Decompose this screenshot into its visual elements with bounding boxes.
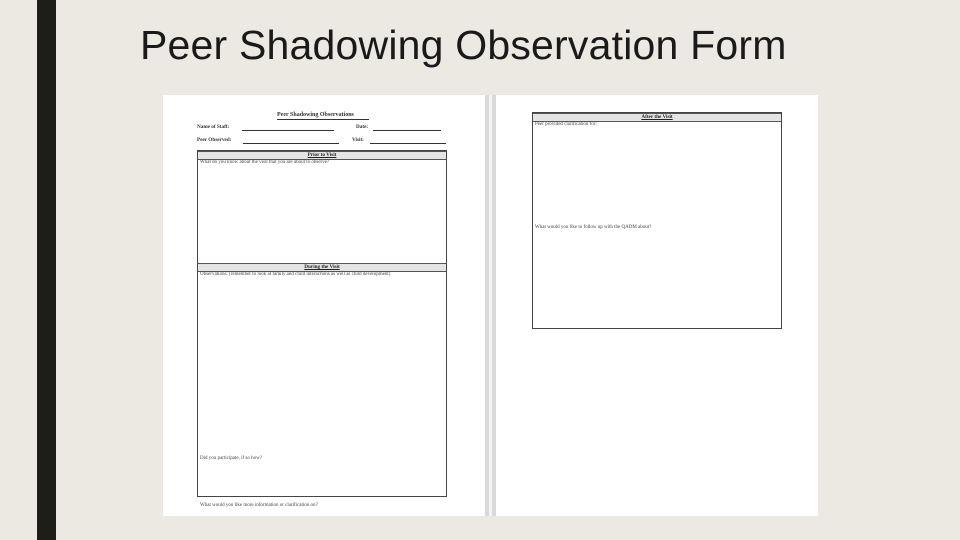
during-answer-area[interactable] xyxy=(198,285,446,445)
follow-up-answer-area[interactable] xyxy=(533,233,781,323)
follow-up-prompt: What would you like to follow up with the QADM about? xyxy=(535,225,652,230)
participate-prompt: Did you participate, if so how? xyxy=(200,456,262,461)
peer-observed-label: Peer Observed: xyxy=(197,137,232,143)
slide-title: Peer Shadowing Observation Form xyxy=(140,22,787,68)
form-title-underline xyxy=(277,119,369,120)
name-of-staff-label: Name of Staff: xyxy=(197,124,230,130)
prior-prompt: What do you know about the visit that you are about to observe? xyxy=(200,160,330,165)
after-visit-box xyxy=(532,112,782,329)
date-line[interactable] xyxy=(373,130,441,131)
page-separator xyxy=(489,95,492,516)
visit-label: Visit: xyxy=(352,137,364,143)
prior-header: Prior to Visit xyxy=(198,151,446,160)
after-prompt: Peer provided clarification for: xyxy=(535,122,597,127)
accent-bar xyxy=(37,0,56,540)
after-header: After the Visit xyxy=(533,113,781,122)
name-of-staff-line[interactable] xyxy=(242,130,334,131)
form-page-1 xyxy=(163,95,485,516)
more-info-prompt: What would you like more information or clarification on? xyxy=(200,503,318,508)
during-prompt: Observations: (remember to look at family and child interactions as well as child development) xyxy=(200,272,391,277)
document-preview xyxy=(163,95,818,516)
form-title: Peer Shadowing Observations xyxy=(277,112,354,118)
observation-box xyxy=(197,150,447,508)
after-answer-area[interactable] xyxy=(533,129,781,219)
during-header: During the Visit xyxy=(198,263,446,272)
prior-answer-area[interactable] xyxy=(198,167,446,209)
visit-line[interactable] xyxy=(370,143,446,144)
peer-observed-line[interactable] xyxy=(243,143,339,144)
form-page-2 xyxy=(496,95,818,516)
date-label: Date: xyxy=(356,124,369,130)
